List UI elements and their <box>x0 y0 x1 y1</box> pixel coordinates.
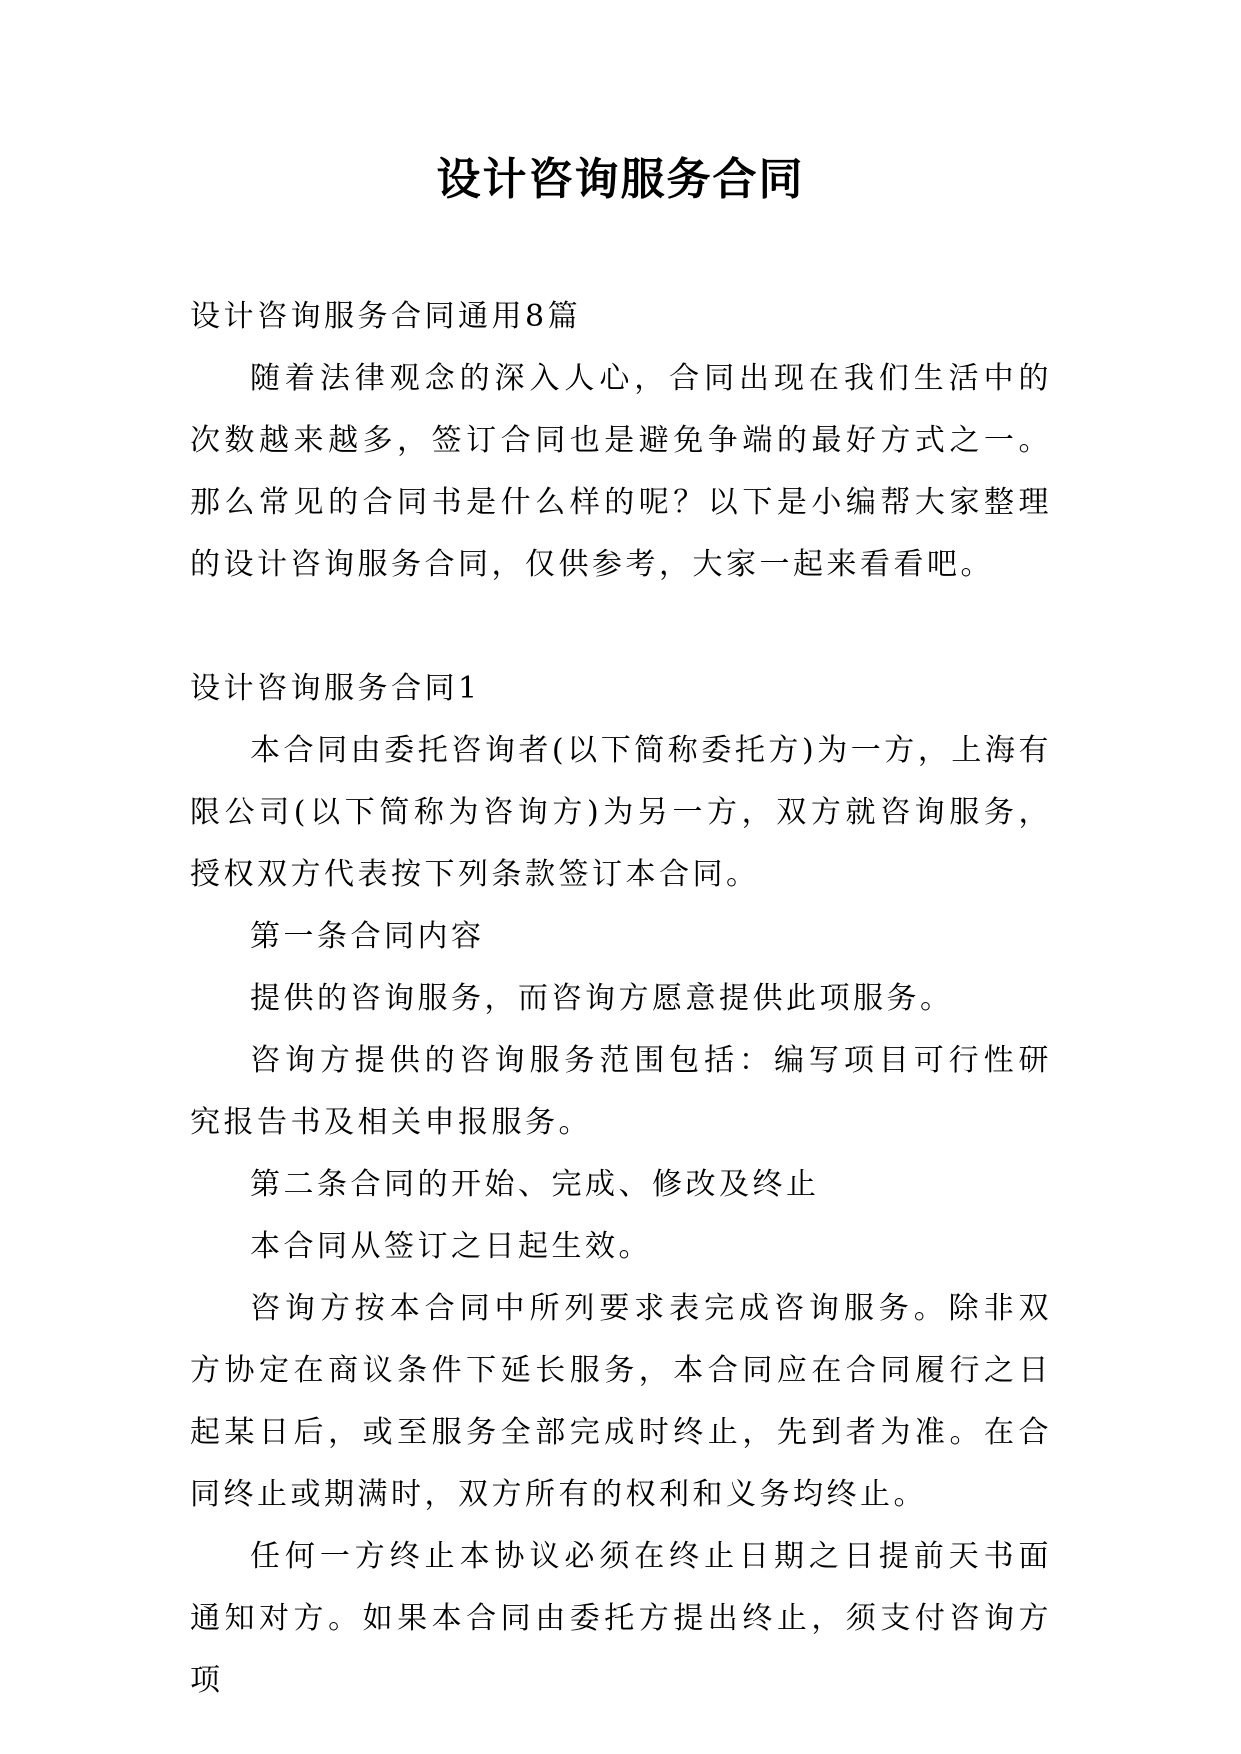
document-title: 设计咨询服务合同 <box>436 154 805 205</box>
contract-paragraph: 提供的咨询服务，而咨询方愿意提供此项服务。 <box>250 981 954 1016</box>
contract-paragraph: 本合同由委托咨询者(以下简称委托方)为一方，上海有限公司(以下简称为咨询方)为另一方，双方就咨询服务，授权双方代表按下列条款签订本合同。 <box>190 733 1052 892</box>
contract-paragraph: 本合同从签订之日起生效。 <box>250 1229 652 1264</box>
section-heading: 设计咨询服务合同1 <box>190 671 481 706</box>
article-heading: 第一条合同内容 <box>250 919 485 954</box>
contract-paragraph: 咨询方提供的咨询服务范围包括：编写项目可行性研究报告书及相关申报服务。 <box>190 1043 1052 1140</box>
contract-paragraph: 咨询方按本合同中所列要求表完成咨询服务。除非双方协定在商议条件下延长服务，本合同应在合同履行之日起某日后，或至服务全部完成时终止，先到者为准。在合同终止或期满时，双方所有的权利和义务均终止。 <box>190 1291 1052 1512</box>
document-subtitle: 设计咨询服务合同通用8篇 <box>190 299 582 334</box>
paragraph-spacer <box>190 596 1052 658</box>
document-body <box>190 286 1052 1712</box>
article-heading: 第二条合同的开始、完成、修改及终止 <box>250 1167 820 1202</box>
contract-paragraph: 任何一方终止本协议必须在终止日期之日提前天书面通知对方。如果本合同由委托方提出终止，须支付咨询方项 <box>190 1539 1052 1698</box>
intro-paragraph: 随着法律观念的深入人心，合同出现在我们生活中的次数越来越多，签订合同也是避免争端的最好方式之一。那么常见的合同书是什么样的呢？以下是小编帮大家整理的设计咨询服务合同，仅供参考，大家一起来看看吧。 <box>190 361 1052 582</box>
